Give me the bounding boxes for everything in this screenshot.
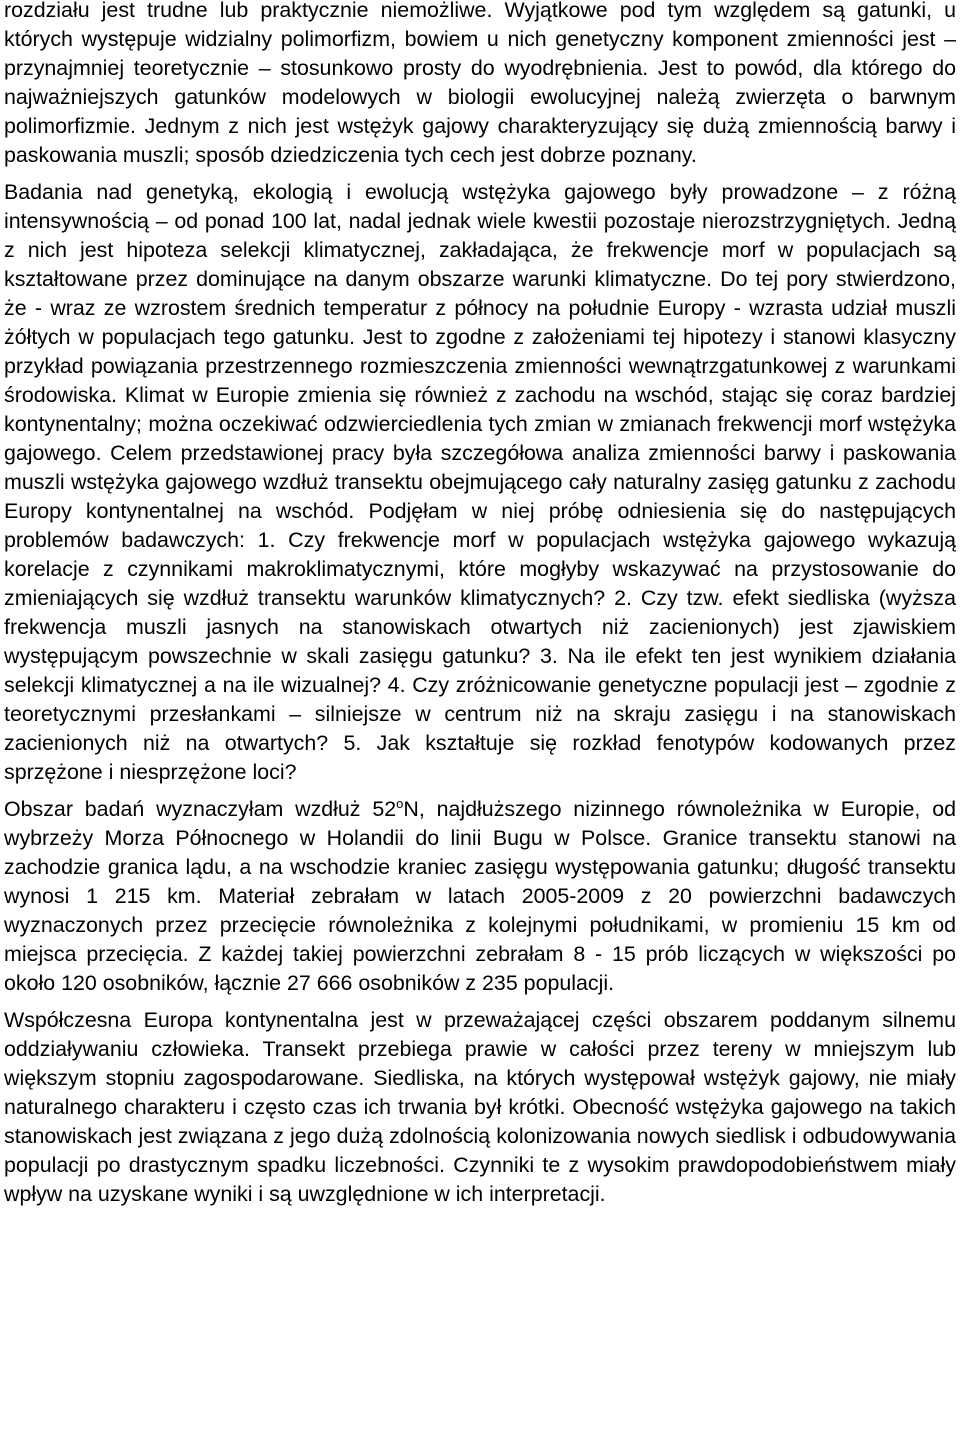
paragraph-intro: rozdziału jest trudne lub praktycznie niemożliwe. Wyjątkowe pod tym względem są gatunki, u których występuje widzialny polimorfizm, bowiem u nich genetyczny komponent zmienności jest – przynajmniej teoretycznie – stosunkowo prosty do wyodrębnienia. Jest to powód, dla którego do najważniejszych gatunków modelowych w biologii ewolucyjnej należą zwierzęta o barwnym polimorfizmie. Jednym z nich jest wstężyk gajowy charakteryzujący się dużą zmiennością barwy i paskowania muszli; sposób dziedziczenia tych cech jest dobrze poznany.: [4, 0, 956, 167]
study-area-lead: Obszar badań wyznaczyłam wzdłuż 52: [4, 797, 397, 821]
degree-superscript: o: [396, 796, 404, 811]
paragraph-study-area: [4, 795, 956, 998]
paragraph-human-impact: Współczesna Europa kontynentalna jest w przeważającej części obszarem poddanym silnemu oddziaływaniu człowieka. Transekt przebiega prawie w całości przez tereny w mniejszym lub większym stopniu zagospodarowane. Siedliska, na których występował wstężyk gajowy, nie miały naturalnego charakteru i często czas ich trwania był krótki. Obecność wstężyka gajowego na takich stanowiskach jest związana z jego dużą zdolnością kolonizowania nowych siedlisk i odbudowywania populacji po drastycznym spadku liczebności. Czynniki te z wysokim prawdopodobieństwem miały wpływ na uzyskane wyniki i są uwzględnione w ich interpretacji.: [4, 1008, 956, 1206]
paragraph-research-problems: Badania nad genetyką, ekologią i ewolucją wstężyka gajowego były prowadzone – z różną intensywnością – od ponad 100 lat, nadal jednak wiele kwestii pozostaje nierozstrzygniętych. Jedną z nich jest hipoteza selekcji klimatycznej, zakładająca, że frekwencje morf w populacjach są kształtowane przez dominujące na danym obszarze warunki klimatyczne. Do tej pory stwierdzono, że - wraz ze wzrostem średnich temperatur z północy na południe Europy - wzrasta udział muszli żółtych w populacjach tego gatunku. Jest to zgodne z założeniami tej hipotezy i stanowi klasyczny przykład powiązania przestrzennego rozmieszczenia zmienności wewnątrzgatunkowej z warunkami środowiska. Klimat w Europie zmienia się również z zachodu na wschód, stając się coraz bardziej kontynentalny; można oczekiwać odzwierciedlenia tych zmian w zmianach frekwencji morf wstężyka gajowego. Celem przedstawionej pracy była szczegółowa analiza zmienności barwy i paskowania muszli wstężyka gajowego wzdłuż transektu obejmującego cały naturalny zasięg gatunku z zachodu Europy kontynentalnej na wschód. Podjęłam w niej próbę odniesienia się do następujących problemów badawczych: 1. Czy frekwencje morf w populacjach wstężyka gajowego wykazują korelacje z czynnikami makroklimatycznymi, które mogłyby wskazywać na przystosowanie do zmieniających się wzdłuż transektu warunków klimatycznych? 2. Czy tzw. efekt siedliska (wyższa frekwencja muszli jasnych na stanowiskach otwartych niż zacienionych) jest zjawiskiem występującym powszechnie w skali zasięgu gatunku? 3. Na ile efekt ten jest wynikiem działania selekcji klimatycznej a na ile wizualnej? 4. Czy zróżnicowanie genetyczne populacji jest – zgodnie z teoretycznymi przesłankami – silniejsze w centrum niż na skraju zasięgu i na stanowiskach zacienionych niż na otwartych? 5. Jak kształtuje się rozkład fenotypów kodowanych przez sprzężone i niesprzężone loci?: [4, 180, 956, 784]
study-area-rest: Europie, od wybrzeży Morza Północnego w Holandii do linii Bugu w Polsce. Granice transektu stanowi na zachodzie granica lądu, a na wschodzie kraniec zasięgu występowania gatunku; długość transektu wynosi 1 215 km. Materiał zebrałam w latach 2005-2009 z 20 powierzchni badawczych wyznaczonych przez przecięcie równoleżnika z kolejnymi południkami, w promieniu 15 km od miejsca przecięcia. Z każdej takiej powierzchni zebrałam 8 - 15 prób liczących w większości po około 120 osobników, łącznie 27 666 osobników z 235 populacji.: [4, 797, 956, 995]
study-area-after-degree: N, najdłuższego nizinnego równoleżnika w: [403, 797, 841, 821]
document-page: [4, 0, 956, 1217]
